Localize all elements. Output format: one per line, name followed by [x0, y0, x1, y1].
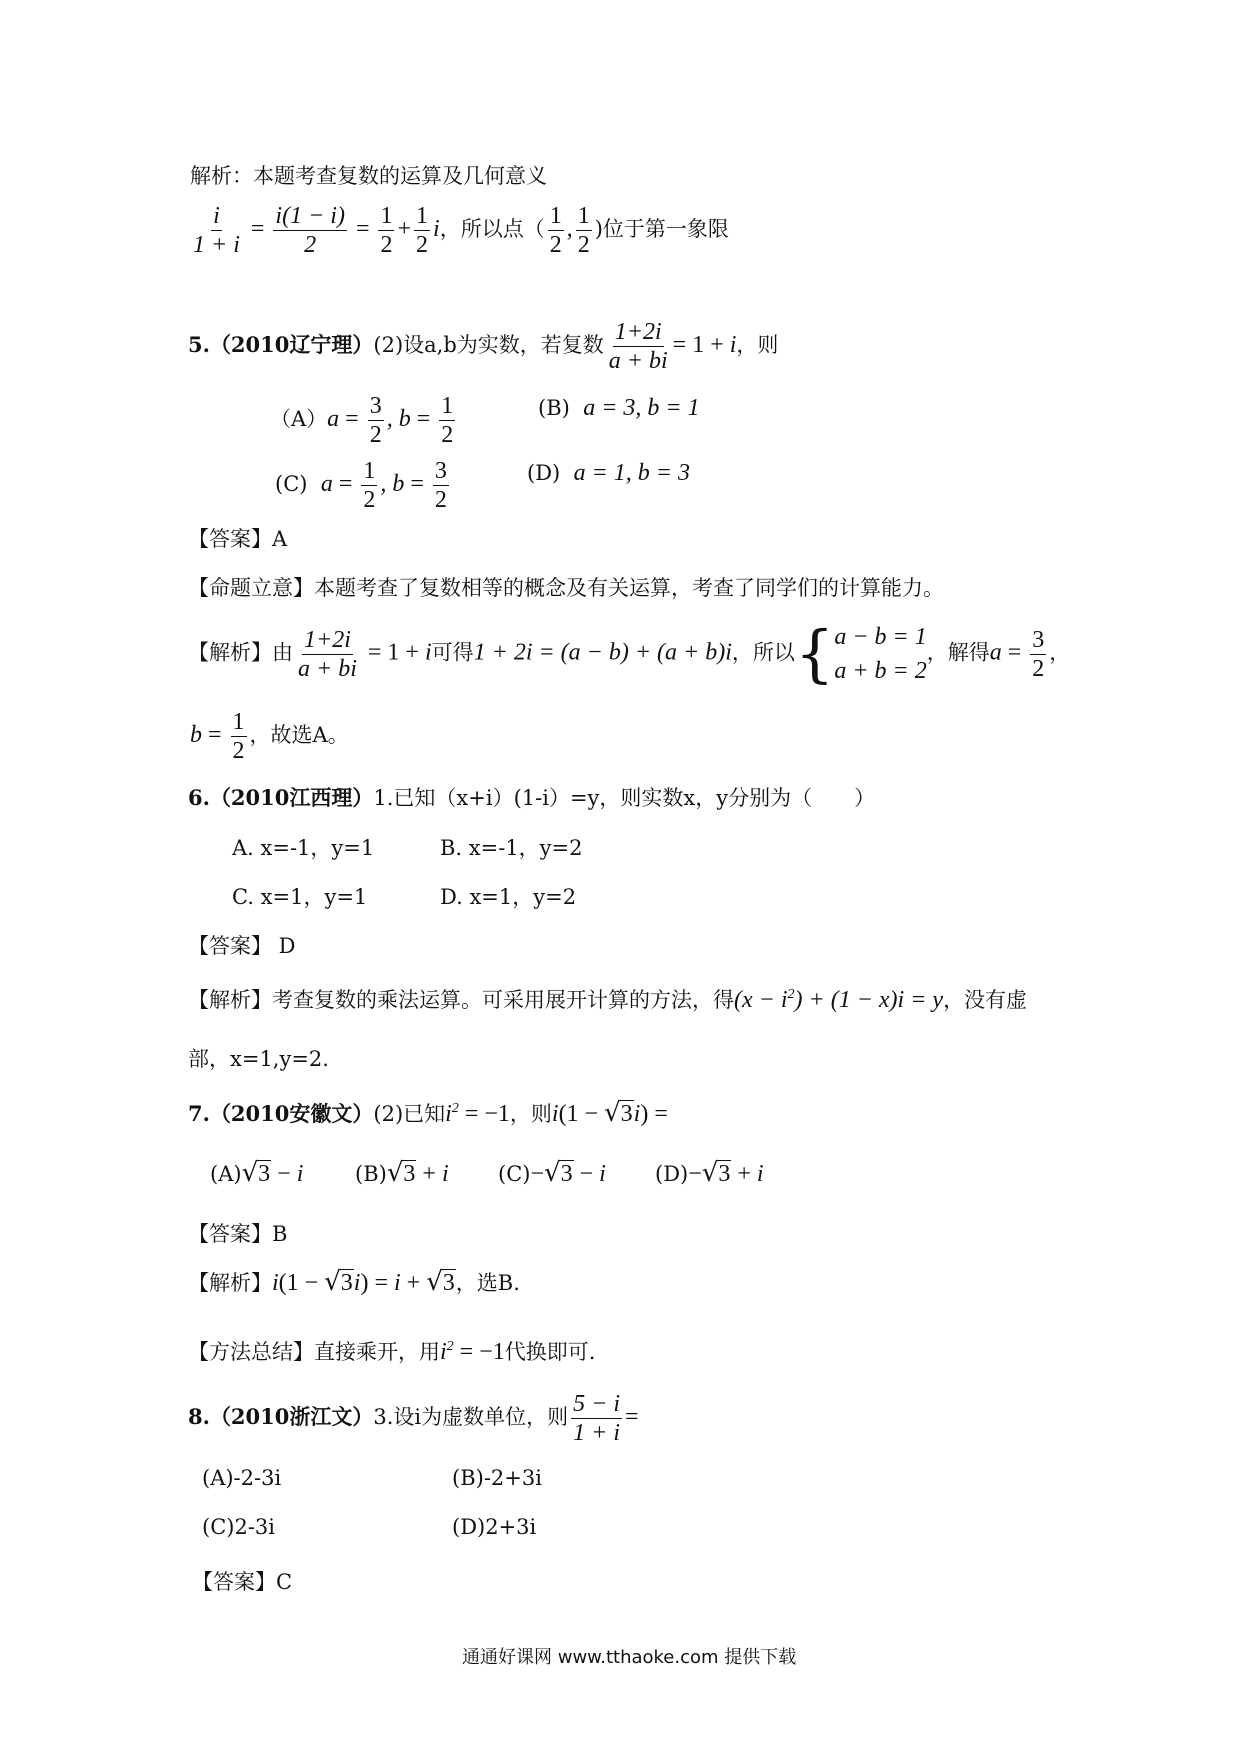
q6-stem: 1.已知（x+i）(1-i）=y，则实数x，y分别为（ ） — [373, 786, 876, 810]
q7-option-a: (A)√3 − i — [210, 1158, 304, 1188]
q5-option-c-label: (C) — [275, 472, 308, 496]
intro-formula: $\frac{i}{1 + i}$ = $\frac{i(1 - i)}{2}$ = $\frac{1}{2}$ + $\frac{1}{2}$ i，所以点（ $\frac{1}{2}$ , $\frac{1}{2}$ )位于第一象限 — [193, 203, 729, 258]
q7-option-b-label: (B) — [355, 1162, 387, 1186]
q7-stem: (2)已知 — [373, 1102, 446, 1126]
q5-option-b-label: (B) — [538, 396, 570, 420]
q5-option-b — [538, 395, 700, 422]
q7-option-d-label: (D) — [655, 1162, 689, 1186]
intro-point-tail: 位于第一象限 — [602, 217, 729, 241]
q8-number: 8. — [188, 1404, 210, 1429]
q7-option-a-label: (A) — [210, 1162, 242, 1186]
q6-analysis-line2: 部，x=1,y=2. — [188, 1047, 329, 1071]
q5-analysis-so: ，所以 — [731, 640, 795, 665]
q7-analysis: 【解析】i(1 − √3i) = i + √3，选B. — [188, 1267, 520, 1297]
q7-method-label: 【方法总结】直接乘开，用 — [188, 1340, 440, 1364]
q5-analysis-solve: ，解得 — [926, 640, 990, 665]
q7-method-tail: 代换即可. — [504, 1340, 596, 1364]
q8-source: （2010浙江文） — [209, 1404, 374, 1429]
q7-analysis-tail: ，选B. — [455, 1271, 520, 1295]
q8-option-d: (D)2+3i — [452, 1515, 537, 1539]
q6-option-b: B. x=-1，y=2 — [440, 836, 583, 860]
q6-source: （2010江西理） — [209, 785, 374, 810]
q6-analysis: 【解析】考查复数的乘法运算。可采用展开计算的方法，得$(x - i^2) + (1 - x)i = y$，没有虚 — [188, 987, 1028, 1013]
q8-option-c: (C)2-3i — [202, 1515, 275, 1539]
q6-option-a: A. x=-1，y=1 — [232, 836, 375, 860]
q5-analysis: 【解析】由 $\frac{1+2i}{a + bi}$ = 1 + i可得1 + 2i = (a − b) + (a + b)i，所以{ a − b = 1 a + b = 2 ，解得a = $\frac{3}{2}$ ， — [188, 617, 1071, 690]
q6-answer: 【答案】 D — [188, 934, 296, 958]
intro-suffix: ，所以点 — [439, 217, 524, 241]
q5-analysis-label: 【解析】由 — [188, 640, 293, 665]
q7-stem-line: 7.（2010安徽文）(2)已知$i^2 = -1$，则i(1 − √3i) = — [188, 1098, 668, 1128]
q8-answer: 【答案】C — [192, 1570, 293, 1594]
q6-option-c: C. x=1，y=1 — [232, 885, 368, 909]
q5-analysis-end: ，故选A。 — [249, 723, 349, 747]
q7-stem-mid: ，则 — [509, 1102, 552, 1126]
q5-analysis-line2: b = $\frac{1}{2}$ ，故选A。 — [190, 709, 349, 764]
q7-answer: 【答案】B — [188, 1222, 288, 1246]
q8-stem: 3.设i为虚数单位，则 — [373, 1405, 569, 1429]
q6-stem-line — [188, 782, 875, 812]
q8-option-a: (A)-2-3i — [202, 1466, 282, 1490]
q7-method: 【方法总结】直接乘开，用$i^2 = -1$代换即可. — [188, 1339, 596, 1365]
q6-analysis-label: 【解析】考查复数的乘法运算。可采用展开计算的方法，得 — [188, 988, 734, 1012]
intro-heading: 解析：本题考查复数的运算及几何意义 — [190, 164, 547, 188]
q5-number: 5. — [188, 332, 210, 357]
q6-analysis-tail: ，没有虚 — [943, 988, 1028, 1012]
q5-option-a: （A）a = $\frac{3}{2}$ , b = $\frac{1}{2}$ — [270, 393, 454, 448]
q5-stem-tail: ，则 — [736, 333, 779, 357]
q7-option-c-label: (C) — [498, 1162, 531, 1186]
q7-option-c: (C)−√3 − i — [498, 1158, 606, 1188]
q7-analysis-label: 【解析】 — [188, 1271, 272, 1295]
q5-option-d-label: (D) — [527, 461, 561, 485]
q5-analysis-mid: 可得 — [431, 640, 474, 665]
q7-number: 7. — [188, 1101, 210, 1126]
q5-stem: (2)设a,b为实数，若复数 — [373, 333, 604, 357]
q6-option-d: D. x=1，y=2 — [440, 885, 577, 909]
q5-answer: 【答案】A — [188, 527, 288, 551]
q7-source: （2010安徽文） — [209, 1101, 374, 1126]
q5-option-c: (C) a = $\frac{1}{2}$ , b = $\frac{3}{2}$ — [275, 458, 447, 513]
q6-number: 6. — [188, 785, 210, 810]
q8-option-b: (B)-2+3i — [452, 1466, 542, 1490]
q5-intent: 【命题立意】本题考查了复数相等的概念及有关运算，考查了同学们的计算能力。 — [188, 576, 944, 600]
q5-source: （2010辽宁理） — [209, 332, 374, 357]
q7-option-b: (B)√3 + i — [355, 1158, 449, 1188]
q7-option-d: (D)−√3 + i — [655, 1158, 764, 1188]
q8-stem-line: 8.（2010浙江文）3.设i为虚数单位，则 $\frac{5 - i}{1 + i}$ = — [188, 1391, 639, 1446]
q5-option-a-label: （A） — [270, 407, 328, 431]
q5-option-d-expr: a = 1, b = 3 — [573, 460, 690, 486]
footer-text: 通通好课网 www.tthaoke.com 提供下载 — [462, 1647, 797, 1668]
q5-stem-line: 5.（2010辽宁理）(2)设a,b为实数，若复数 $\frac{1+2i}{a + bi}$ = 1 + i，则 — [188, 319, 779, 374]
q5-option-d — [527, 460, 690, 487]
q5-option-b-expr: a = 3, b = 1 — [583, 395, 700, 421]
